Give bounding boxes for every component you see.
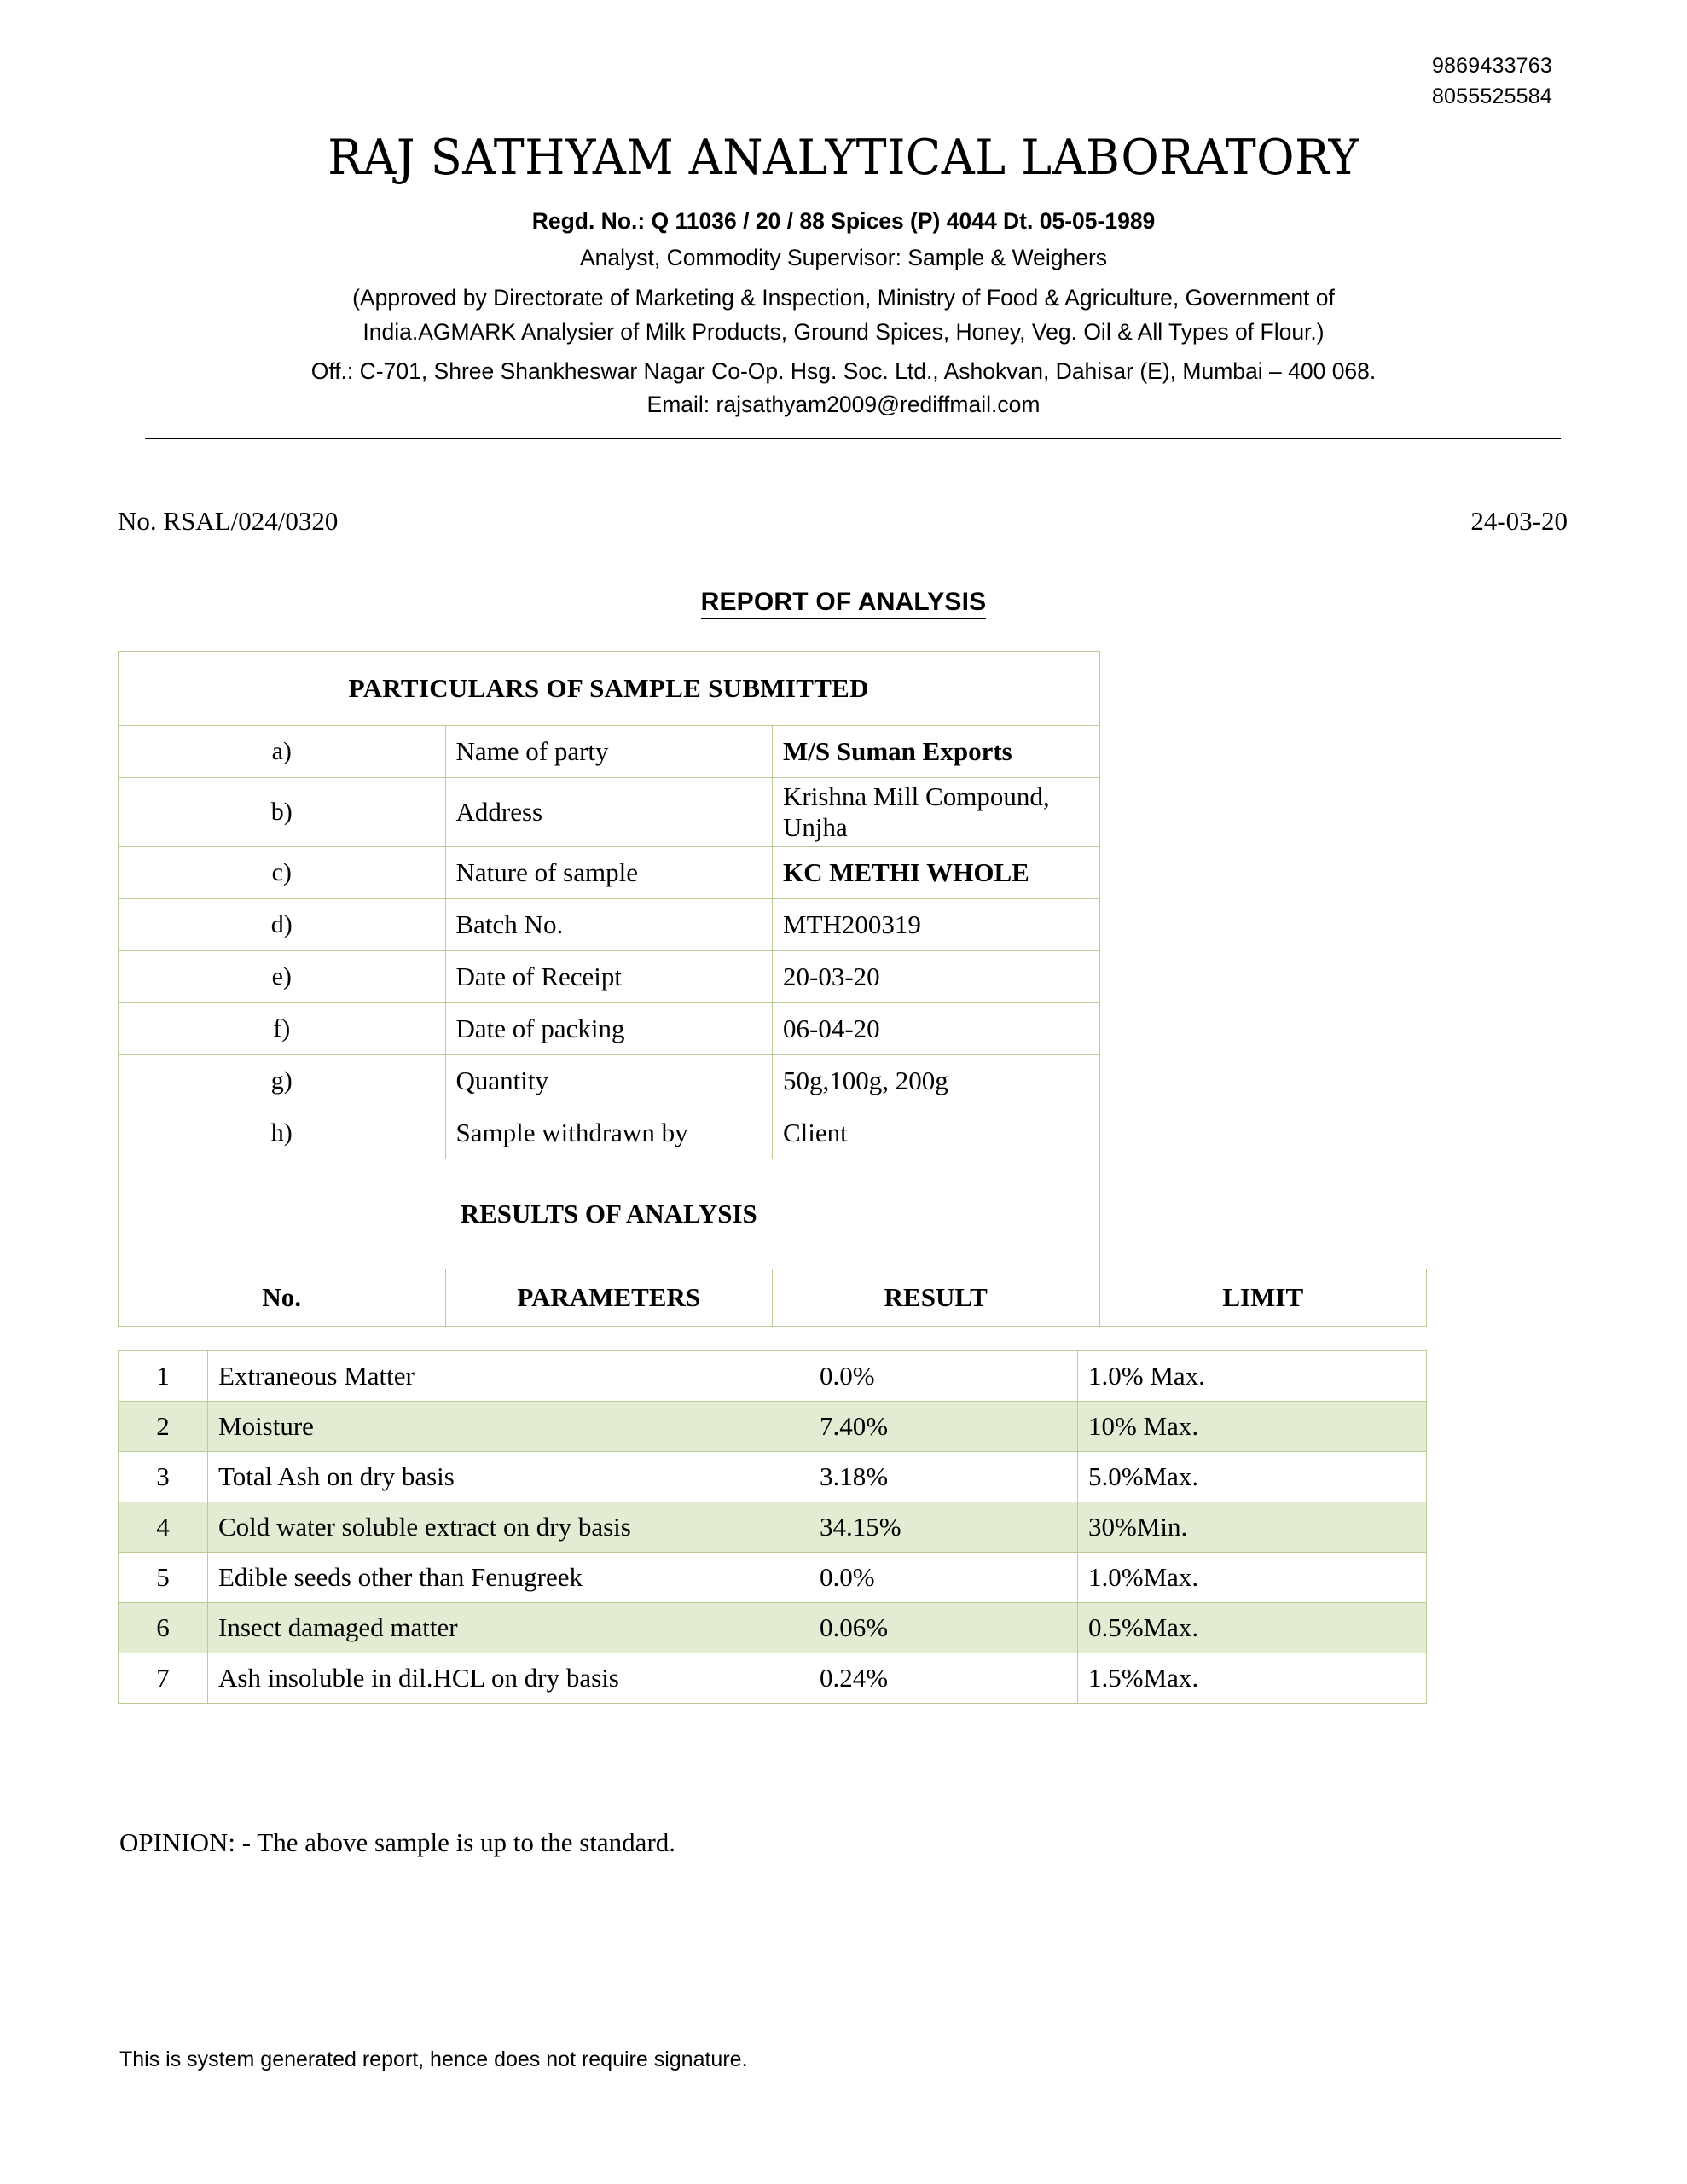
opinion-text: OPINION: - The above sample is up to the standard. — [119, 1827, 676, 1858]
table-row — [119, 899, 1427, 951]
row-field: Batch No. — [445, 899, 773, 951]
row-letter: e) — [119, 951, 446, 1003]
column-header-no: No. — [119, 1269, 446, 1327]
footer-note: This is system generated report, hence does not require signature. — [119, 2048, 748, 2071]
email-line: Email: rajsathyam2009@rediffmail.com — [646, 392, 1041, 418]
approval-line-2-text: India.AGMARK Analysier of Milk Products, Ground Spices, Honey, Veg. Oil & All Types of Flour.) — [362, 316, 1324, 351]
row-value: MTH200319 — [773, 899, 1100, 951]
table-row — [119, 1351, 1427, 1402]
table-row — [119, 1003, 1427, 1055]
table-row — [119, 1107, 1427, 1159]
table-row — [119, 1502, 1427, 1553]
laboratory-name: RAJ SATHYAM ANALYTICAL LABORATORY — [328, 129, 1359, 186]
result-no: 2 — [119, 1402, 208, 1452]
row-value: 20-03-20 — [773, 951, 1100, 1003]
approval-statement — [111, 282, 1576, 351]
page-title-text: REPORT OF ANALYSIS — [701, 588, 987, 619]
table-row — [119, 1603, 1427, 1653]
particulars-table — [118, 651, 1427, 1327]
page-title — [111, 588, 1576, 617]
result-value: 3.18% — [809, 1452, 1078, 1502]
column-header-limit: LIMIT — [1099, 1269, 1427, 1327]
row-field: Nature of sample — [445, 847, 773, 899]
result-limit: 5.0%Max. — [1078, 1452, 1427, 1502]
row-letter: g) — [119, 1055, 446, 1107]
table-row — [119, 778, 1427, 847]
row-value: 06-04-20 — [773, 1003, 1100, 1055]
result-value: 0.06% — [809, 1603, 1078, 1653]
row-value: 50g,100g, 200g — [773, 1055, 1100, 1107]
result-parameter: Total Ash on dry basis — [208, 1452, 809, 1502]
row-field: Name of party — [445, 726, 773, 778]
result-no: 3 — [119, 1452, 208, 1502]
table-row — [119, 847, 1427, 899]
result-limit: 1.0% Max. — [1078, 1351, 1427, 1402]
registration-line: Regd. No.: Q 11036 / 20 / 88 Spices (P) 4044 Dt. 05-05-1989 — [531, 208, 1156, 234]
row-field: Date of Receipt — [445, 951, 773, 1003]
row-letter: h) — [119, 1107, 446, 1159]
table-row — [119, 1452, 1427, 1502]
result-limit: 30%Min. — [1078, 1502, 1427, 1553]
row-value: KC METHI WHOLE — [773, 847, 1100, 899]
contact-phones — [111, 51, 1552, 112]
result-value: 34.15% — [809, 1502, 1078, 1553]
result-limit: 1.0%Max. — [1078, 1553, 1427, 1603]
row-field: Quantity — [445, 1055, 773, 1107]
table-row — [119, 1402, 1427, 1452]
result-parameter: Moisture — [208, 1402, 809, 1452]
report-date: 24-03-20 — [1470, 506, 1568, 537]
results-heading: RESULTS OF ANALYSIS — [119, 1159, 1100, 1269]
row-value: Krishna Mill Compound, Unjha — [773, 778, 1100, 847]
header-divider — [145, 438, 1561, 439]
results-heading-row — [119, 1159, 1427, 1269]
analyst-line: Analyst, Commodity Supervisor: Sample & Weighers — [579, 245, 1108, 270]
office-address: Off.: C-701, Shree Shankheswar Nagar Co-Op. Hsg. Soc. Ltd., Ashokvan, Dahisar (E), Mumbai – 400 068. — [310, 357, 1377, 384]
result-no: 6 — [119, 1603, 208, 1653]
result-limit: 0.5%Max. — [1078, 1603, 1427, 1653]
row-letter: f) — [119, 1003, 446, 1055]
table-row — [119, 1553, 1427, 1603]
result-no: 1 — [119, 1351, 208, 1402]
result-no: 4 — [119, 1502, 208, 1553]
result-value: 7.40% — [809, 1402, 1078, 1452]
results-table — [118, 1350, 1427, 1704]
table-row — [119, 1653, 1427, 1704]
row-value: Client — [773, 1107, 1100, 1159]
table-row — [119, 726, 1427, 778]
row-field: Address — [445, 778, 773, 847]
row-letter: d) — [119, 899, 446, 951]
phone-number-1: 9869433763 — [1431, 54, 1552, 78]
result-value: 0.0% — [809, 1553, 1078, 1603]
column-header-result: RESULT — [773, 1269, 1100, 1327]
row-field: Date of packing — [445, 1003, 773, 1055]
result-limit: 1.5%Max. — [1078, 1653, 1427, 1704]
result-no: 5 — [119, 1553, 208, 1603]
result-no: 7 — [119, 1653, 208, 1704]
table-row — [119, 951, 1427, 1003]
result-value: 0.0% — [809, 1351, 1078, 1402]
particulars-heading-row — [119, 652, 1427, 726]
approval-line-2 — [111, 316, 1576, 351]
result-parameter: Ash insoluble in dil.HCL on dry basis — [208, 1653, 809, 1704]
row-letter: a) — [119, 726, 446, 778]
results-column-header-row — [119, 1269, 1427, 1327]
phone-number-2: 8055525584 — [1431, 84, 1552, 108]
reference-row — [111, 506, 1576, 537]
result-value: 0.24% — [809, 1653, 1078, 1704]
column-header-parameters: PARAMETERS — [445, 1269, 773, 1327]
address-block — [111, 355, 1576, 423]
row-value: M/S Suman Exports — [773, 726, 1100, 778]
row-field: Sample withdrawn by — [445, 1107, 773, 1159]
approval-line-1: (Approved by Directorate of Marketing & Inspection, Ministry of Food & Agriculture, Government of — [352, 285, 1335, 311]
particulars-heading: PARTICULARS OF SAMPLE SUBMITTED — [119, 652, 1100, 726]
result-limit: 10% Max. — [1078, 1402, 1427, 1452]
result-parameter: Cold water soluble extract on dry basis — [208, 1502, 809, 1553]
row-letter: c) — [119, 847, 446, 899]
row-letter: b) — [119, 778, 446, 847]
reference-number: No. RSAL/024/0320 — [118, 506, 339, 537]
result-parameter: Extraneous Matter — [208, 1351, 809, 1402]
result-parameter: Insect damaged matter — [208, 1603, 809, 1653]
table-row — [119, 1055, 1427, 1107]
result-parameter: Edible seeds other than Fenugreek — [208, 1553, 809, 1603]
